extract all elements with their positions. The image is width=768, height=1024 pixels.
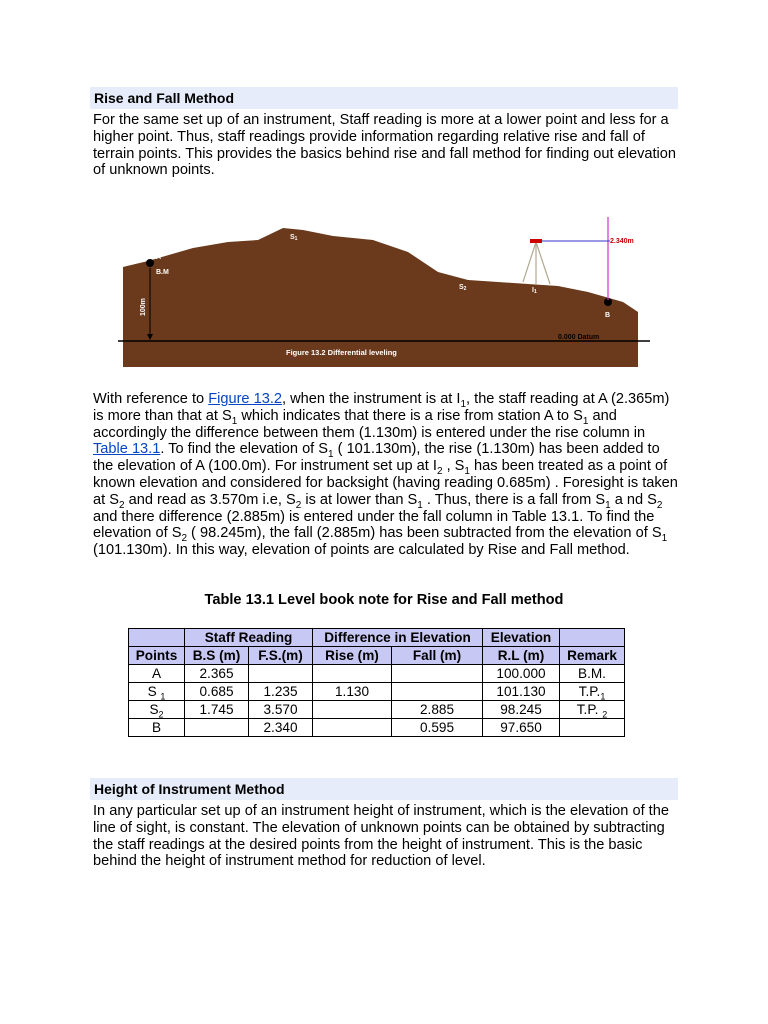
cell-point: A — [129, 665, 185, 683]
label-s2: S2 — [459, 284, 467, 292]
table-row — [129, 683, 625, 701]
table-13-1-link[interactable]: Table 13.1 — [93, 441, 161, 458]
cell-bs: 2.365 — [185, 665, 249, 683]
cell-rise — [313, 719, 392, 737]
cell-bs: 0.685 — [185, 683, 249, 701]
header-fall: Fall (m) — [392, 647, 483, 665]
label-bm: B.M — [156, 269, 169, 276]
header-bs: B.S (m) — [185, 647, 249, 665]
differential-leveling-figure — [118, 212, 650, 372]
label-b: B — [605, 312, 611, 319]
label-a: A — [156, 254, 162, 261]
cell-rise: 1.130 — [313, 683, 392, 701]
explanation-paragraph: With reference to Figure 13.2, when the instrument is at $I_1$, the staff reading at A (2.365m) is more than that at $S_1$ which indicates that there is a rise from station A to $S_1$ and accordingly the difference between them (1.130m) is entered under the rise column in Table 13.1. To find the elevation of $S_1$ ( 101.130m), the rise (1.130m) has been added to the elevation of A (100.0m). For instrument set up at $I_2$ , $S_1$ has been treated as a point of known elevation and considered for backsight (having reading 0.685m) . Foresight is taken at $S_2$ and read as 3.570m i.e, $S_2$ is at lower than $S_1$ . Thus, there is a fall from $S_1$ a nd $S_2$ and there difference (2.885m) is entered under the fall column in Table 13.1. To find the elevation of $S_2$ ( 98.245m), the fall (2.885m) has been subtracted from the elevation of $S_1$ (101.130m). In this way, elevation of points are calculated by Rise and Fall method. — [93, 391, 678, 559]
table-row — [129, 665, 625, 683]
cell-rl: 101.130 — [483, 683, 560, 701]
label-datum: 0.000 Datum — [558, 334, 600, 341]
table-row — [129, 719, 625, 737]
header-points: Points — [129, 647, 185, 665]
cell-remark: $T.P._1$ — [560, 683, 625, 701]
header-empty-remark — [560, 629, 625, 647]
level-book-table — [128, 628, 625, 737]
cell-remark: B.M. — [560, 665, 625, 683]
figure-13-2-link[interactable]: Figure 13.2 — [208, 391, 283, 407]
instrument-level — [530, 239, 542, 243]
table-row — [129, 701, 625, 719]
label-s1: S1 — [290, 234, 298, 242]
cell-point: S $_1$ — [129, 683, 185, 701]
cell-remark — [560, 719, 625, 737]
figure-caption: Figure 13.2 Differential leveling — [286, 348, 397, 357]
station-a-point — [146, 259, 154, 267]
header-rl: R.L (m) — [483, 647, 560, 665]
header-remark: Remark — [560, 647, 625, 665]
cell-rise — [313, 701, 392, 719]
cell-point: B — [129, 719, 185, 737]
terrain-ground — [123, 228, 638, 367]
header-rise: Rise (m) — [313, 647, 392, 665]
table-caption: Table 13.1 Level book note for Rise and Fall method — [204, 592, 564, 608]
cell-fall: 2.885 — [392, 701, 483, 719]
cell-rise — [313, 665, 392, 683]
cell-point: $S_2$ — [129, 701, 185, 719]
header-elevation: Elevation — [483, 629, 560, 647]
header-staff-reading: Staff Reading — [185, 629, 313, 647]
label-height: 100m — [140, 298, 147, 316]
label-staff-reading: 2.340m — [610, 238, 634, 245]
cell-fs: 1.235 — [249, 683, 313, 701]
label-i1: I1 — [532, 287, 537, 295]
table-header-row-groups — [129, 629, 625, 647]
header-fs: F.S.(m) — [249, 647, 313, 665]
header-difference-elevation: Difference in Elevation — [313, 629, 483, 647]
cell-fall — [392, 683, 483, 701]
cell-fs: 2.340 — [249, 719, 313, 737]
cell-fall: 0.595 — [392, 719, 483, 737]
intro-paragraph: For the same set up of an instrument, Staff reading is more at a lower point and less for a higher point. Thus, staff readings provide information regarding relative rise and fall of terrain points. This provides the basics behind rise and fall method for finding out elevation of unknown points. — [93, 112, 677, 179]
cell-fs — [249, 665, 313, 683]
height-instrument-paragraph: In any particular set up of an instrument height of instrument, which is the elevation of the line of sight, is constant. The elevation of unknown points can be obtained by subtracting the staff readings at the desired points from the height of instrument. This is the basic behind the height of instrument method for reduction of level. — [93, 803, 669, 870]
cell-fall — [392, 665, 483, 683]
instrument-tripod — [523, 242, 550, 285]
cell-rl: 100.000 — [483, 665, 560, 683]
header-empty-points — [129, 629, 185, 647]
section-heading-height-instrument: Height of Instrument Method — [90, 778, 678, 800]
cell-rl: 97.650 — [483, 719, 560, 737]
cell-rl: 98.245 — [483, 701, 560, 719]
table-header-row-columns — [129, 647, 625, 665]
cell-bs — [185, 719, 249, 737]
cell-fs: 3.570 — [249, 701, 313, 719]
cell-remark: T.P. $_2$ — [560, 701, 625, 719]
section-heading-rise-fall: Rise and Fall Method — [90, 87, 678, 109]
cell-bs: 1.745 — [185, 701, 249, 719]
